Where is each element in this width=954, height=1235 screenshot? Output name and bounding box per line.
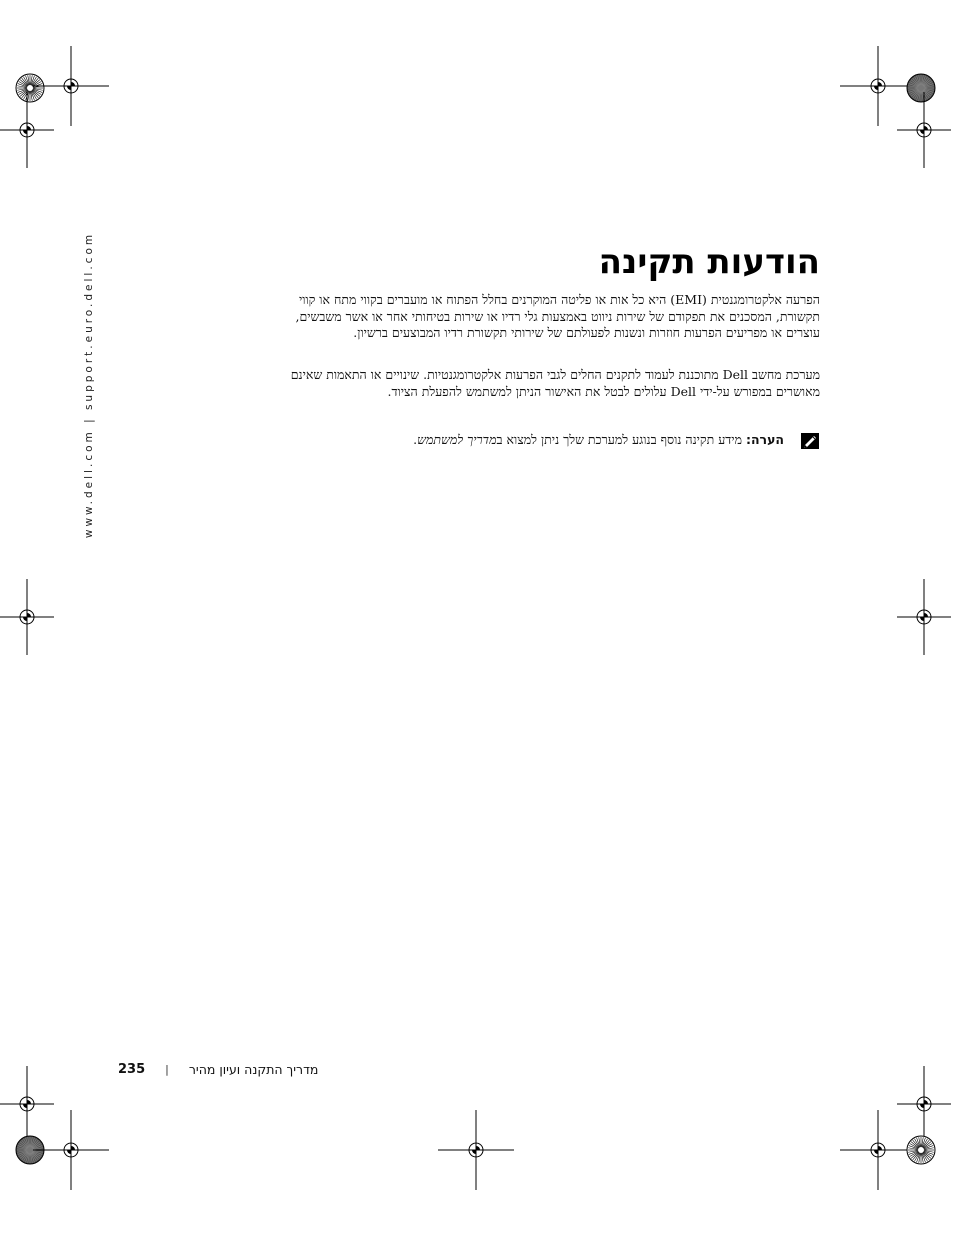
paragraph-dell: מערכת מחשב Dell מתוכננת לעמוד לתקנים החלים לגבי הפרעות אלקטרומגנטיות. שינויים או התאמות שאינם מאושרים במפורש על-ידי Dell עלולים לבטל את האישור הניתן למשתמש להפעלת הציוד. [290, 367, 820, 399]
crosshair-mark [840, 1110, 916, 1190]
starburst-mark [16, 74, 44, 102]
crosshair-mark [897, 1066, 951, 1142]
page-number: 235 [118, 1062, 146, 1077]
crosshair-mark [438, 1110, 514, 1190]
note-label: הערה: [745, 432, 784, 447]
crosshair-mark [897, 579, 951, 655]
note-end: . [413, 432, 418, 447]
crosshair-mark [840, 46, 916, 126]
crosshair-mark [33, 46, 109, 126]
starburst-mark [907, 1136, 935, 1164]
footer-separator: | [165, 1063, 169, 1076]
side-url: www.dell.com | support.euro.dell.com [83, 231, 95, 539]
crosshair-mark [0, 579, 54, 655]
note-pencil-icon [800, 432, 820, 450]
note-body [413, 432, 784, 449]
crosshair-mark [33, 1110, 109, 1190]
note-text: מידע תקינה נוסף בנוגע למערכת שלך ניתן למצוא ב [496, 432, 742, 447]
paragraph-emi: הפרעה אלקטרומגנטית (EMI) היא כל אות או פליטה המוקרנים בחלל הפתוח או מועברים בקווי מתח או קווי תקשורת, המסכנים את תפקודם של שירות ניווט באמצעות גלי רדיו או שירות בטיחותי אחר או אשר משבשים, עוצרים או מפריעים הפרעות חוזרות ונשנות לפעולתם של שירותי תקשורת רדיו המבוצעים ברשיון. [295, 292, 820, 340]
footer-doc-title: מדריך התקנה ועיון מהיר [188, 1062, 319, 1077]
crosshair-mark [897, 92, 951, 168]
crosshair-mark [0, 1066, 54, 1142]
page-title: הודעות תקינה [598, 242, 820, 282]
note-italic: מדריך למשתמש [417, 432, 497, 447]
note [413, 432, 820, 450]
page-footer [118, 1062, 318, 1077]
crosshair-mark [0, 92, 54, 168]
starburst-mark [907, 74, 935, 102]
